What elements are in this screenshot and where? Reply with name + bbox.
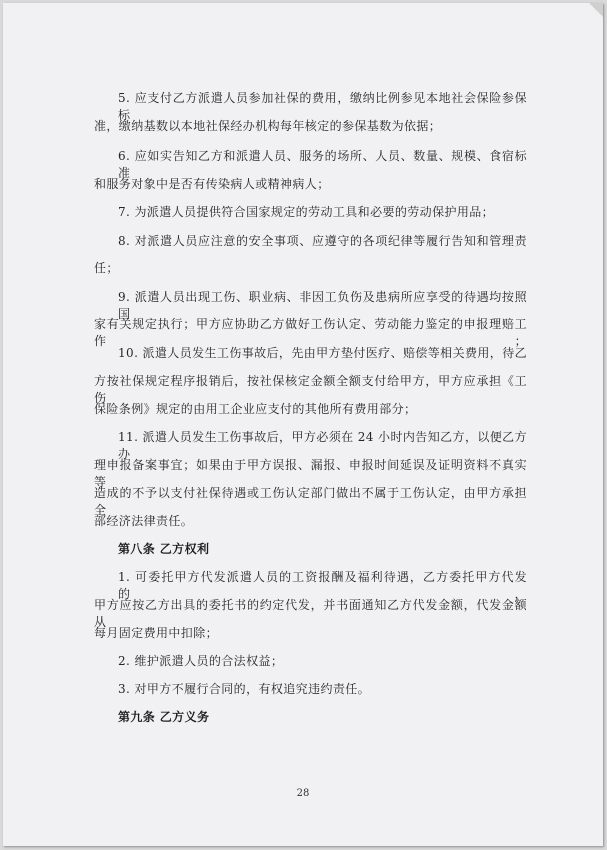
text-line: 部经济法律责任。: [94, 514, 194, 528]
text-line: 7. 为派遣人员提供符合国家规定的劳动工具和必要的劳动保护用品；: [118, 205, 495, 219]
text-line: 方按社保规定程序报销后，按社保核定金额全额支付给甲方，甲方应承担《工伤: [94, 374, 527, 405]
section-heading: 第八条 乙方权利: [118, 542, 210, 556]
text-line: 任；: [94, 261, 119, 275]
text-line: 5. 应支付乙方派遣人员参加社保的费用，缴纳比例参见本地社会保险参保标: [118, 91, 527, 122]
text-line: 11. 派遣人员发生工伤事故后，甲方必须在 24 小时内告知乙方，以便乙方办: [118, 430, 527, 461]
page-number: 28: [296, 788, 310, 799]
section-heading: 第九条 乙方义务: [118, 710, 210, 724]
text-line: 1. 可委托甲方代发派遣人员的工资报酬及福利待遇，乙方委托甲方代发的，: [118, 570, 527, 601]
text-line: 3. 对甲方不履行合同的，有权追究违约责任。: [118, 682, 371, 696]
text-line: 理申报备案事宜；如果由于甲方误报、漏报、申报时间延误及证明资料不真实等: [94, 458, 527, 489]
text-line: 准，缴纳基数以本地社保经办机构每年核定的参保基数为依据；: [94, 119, 442, 133]
text-line: 家有关规定执行；甲方应协助乙方做好工伤认定、劳动能力鉴定的申报理赔工作；: [94, 317, 527, 348]
text-line: 8. 对派遣人员应注意的安全事项、应遵守的各项纪律等履行告知和管理责: [118, 234, 527, 248]
document-page: [3, 3, 603, 846]
page-corner: [589, 3, 603, 17]
text-line: 6. 应如实告知乙方和派遣人员、服务的场所、人员、数量、规模、食宿标准: [118, 149, 527, 180]
text-line: 9. 派遣人员出现工伤、职业病、非因工负伤及患病所应享受的待遇均按照国: [118, 290, 527, 321]
text-line: 造成的不予以支付社保待遇或工伤认定部门做出不属于工伤认定，由甲方承担全: [94, 486, 527, 517]
text-line: 甲方应按乙方出具的委托书的约定代发，并书面通知乙方代发金额，代发金额从: [94, 598, 527, 629]
text-line: 每月固定费用中扣除；: [94, 626, 219, 640]
text-line: 保险条例》规定的由用工企业应支付的其他所有费用部分；: [94, 402, 417, 416]
text-line: 2. 维护派遣人员的合法权益；: [118, 654, 284, 668]
text-line: 10. 派遣人员发生工伤事故后，先由甲方垫付医疗、赔偿等相关费用，待乙: [118, 346, 527, 360]
text-line: 和服务对象中是否有传染病人或精神病人；: [94, 177, 330, 191]
